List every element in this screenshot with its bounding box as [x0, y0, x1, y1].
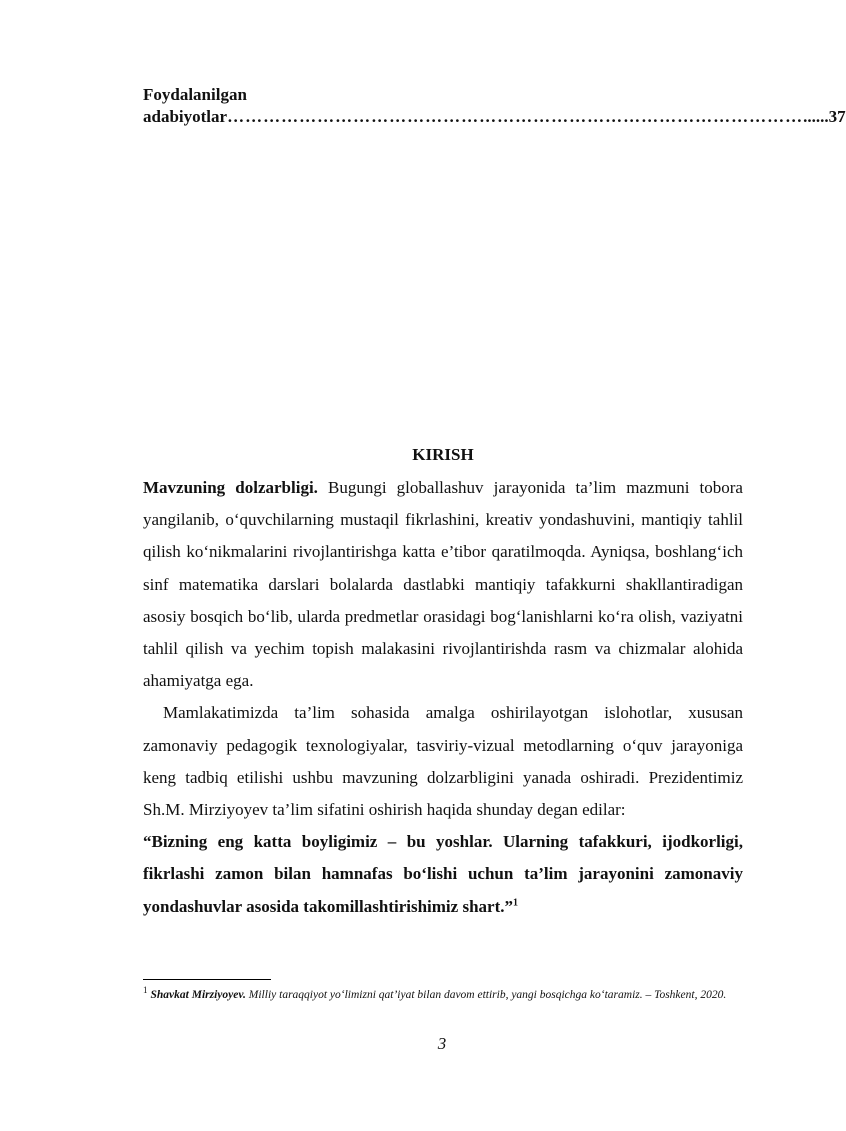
page-number: 3	[437, 1034, 447, 1053]
toc-entry-line2	[143, 106, 846, 128]
toc-page-ref: ......37	[803, 107, 846, 126]
footnote-author: Shavkat Mirziyoyev.	[150, 989, 246, 1001]
paragraph-text: Bugungi globallashuv jarayonida ta’lim mazmuni tobora yangilanib, o‘quvchilarning mustaqil fikrlashini, kreativ yondashuvini, mantiqiy tahlil qilish ko‘nikmalarini rivojlantirishga katta e’tibor qaratilmoqda. Ayniqsa, boshlang‘ich sinf matematika darslari bolalarda dastlabki mantiqiy tafakkurni shakllantiradigan asosiy bosqich bo‘lib, ularda predmetlar orasidagi bog‘lanishlarni ko‘ra olish, vaziyatni tahlil qilish va yechim topish malakasini rivojlantirishda rasm va chizmalar alohida ahamiyatga ega.	[143, 478, 743, 691]
toc-entry	[143, 84, 846, 128]
body-text	[143, 472, 743, 923]
quote-text: “Bizning eng katta boyligimiz – bu yoshlar. Ularning tafakkuri, ijodkorligi, fikrlashi zamon bilan hamnafas bo‘lishi uchun ta’lim jarayonini zamonaviy yondashuvlar asosida takomillashtirishimiz shart.”	[143, 832, 743, 916]
toc-entry-label: adabiyotlar	[143, 107, 228, 126]
footnote-ref: 1	[512, 896, 518, 908]
paragraph-reforms: Mamlakatimizda ta’lim sohasida amalga oshirilayotgan islohotlar, xususan zamonaviy pedagogik texnologiyalar, tasviriy-vizual metodlarning o‘quv jarayoniga keng tadbiq etilishi ushbu mavzuning dolzarbligini yanada oshiradi. Prezidentimiz Sh.M. Mirziyoyev ta’lim sifatini oshirish haqida shunday degan edilar:	[143, 703, 743, 820]
president-quote	[143, 826, 743, 923]
footnote-number: 1	[143, 985, 148, 996]
section-heading: KIRISH	[412, 445, 474, 464]
footnote-separator	[143, 979, 271, 980]
footnote-text: Milliy taraqqiyot yo‘limizni qat’iyat bilan davom ettirib, yangi bosqichga ko‘taramiz. – Toshkent, 2020.	[245, 989, 727, 1001]
toc-entry-line1: Foydalanilgan	[143, 85, 247, 104]
toc-leader-dots: ……………………………………………………………………………………	[227, 107, 804, 126]
paragraph-lead: Mavzuning dolzarbligi.	[143, 478, 318, 497]
paragraph-relevance	[143, 472, 743, 697]
footnote	[143, 986, 743, 1005]
